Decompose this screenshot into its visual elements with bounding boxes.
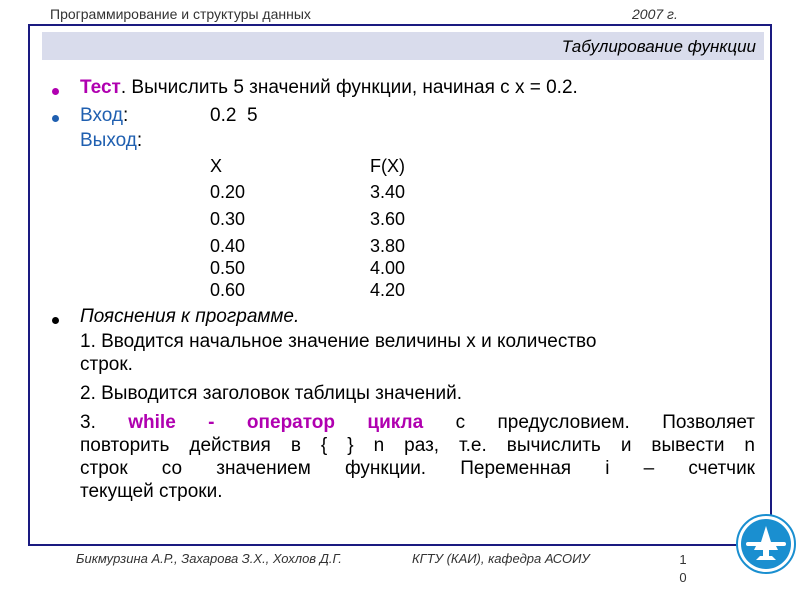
input-line: [80, 105, 128, 127]
table-row: 0.40: [210, 236, 246, 256]
table-row: 0.20: [210, 182, 246, 202]
col-header-x: X: [210, 156, 223, 176]
page-number: 1 0: [679, 552, 687, 585]
test-label: Тест: [80, 77, 121, 98]
table-row: 4.20: [370, 280, 406, 300]
table-row: 3.80: [370, 236, 406, 256]
note-3-line-3: строк со значением функции. Переменная i – счетчик: [80, 458, 755, 479]
bullet-test: [52, 88, 59, 95]
table-row: 0.60: [210, 280, 246, 300]
note-3-line-1: [80, 412, 755, 434]
test-text: . Вычислить 5 значений функции, начиная с x = 0.2.: [120, 77, 578, 98]
year-label: 2007 г.: [632, 6, 678, 22]
slide-title: Табулирование функции: [561, 37, 756, 56]
note-3-line-4: текущей строки.: [80, 481, 223, 502]
bullet-notes: [52, 317, 59, 324]
table-row: 4.00: [370, 258, 406, 278]
footer-org: КГТУ (КАИ), кафедра АСОИУ: [412, 551, 590, 566]
note-3-line-2: повторить действия в { } n раз, т.е. вычислить и вывести n: [80, 435, 755, 456]
table-row: 3.60: [370, 209, 406, 229]
output-label: Выход: [80, 130, 137, 151]
airplane-logo-icon: [736, 514, 796, 574]
output-colon: :: [136, 130, 143, 151]
slide-frame: [28, 24, 772, 546]
col-header-f: F(X): [370, 156, 405, 176]
footer-authors: Бикмурзина А.Р., Захарова З.Х., Хохлов Д.Г.: [76, 551, 342, 566]
input-colon: :: [122, 105, 129, 126]
test-line: [80, 77, 578, 99]
table-row: 0.30: [210, 209, 246, 229]
note-1-line-1: 1. Вводится начальное значение величины x и количество: [80, 331, 597, 352]
note-3-keyword: while - оператор цикла: [128, 412, 424, 433]
title-bar: [42, 32, 764, 60]
table-row: 3.40: [370, 182, 406, 202]
notes-heading: Пояснения к программе.: [80, 306, 300, 327]
note-1-line-2: строк.: [80, 354, 133, 375]
output-line: [80, 130, 142, 152]
note-3-prefix: 3.: [80, 412, 129, 433]
note-3-rest: с предусловием. Позволяет: [423, 412, 756, 433]
input-value: 0.2 5: [210, 105, 258, 126]
note-2: 2. Выводится заголовок таблицы значений.: [80, 383, 463, 404]
table-row: 0.50: [210, 258, 246, 278]
input-label: Вход: [80, 105, 123, 126]
course-title: Программирование и структуры данных: [50, 6, 311, 22]
bullet-input: [52, 115, 59, 122]
